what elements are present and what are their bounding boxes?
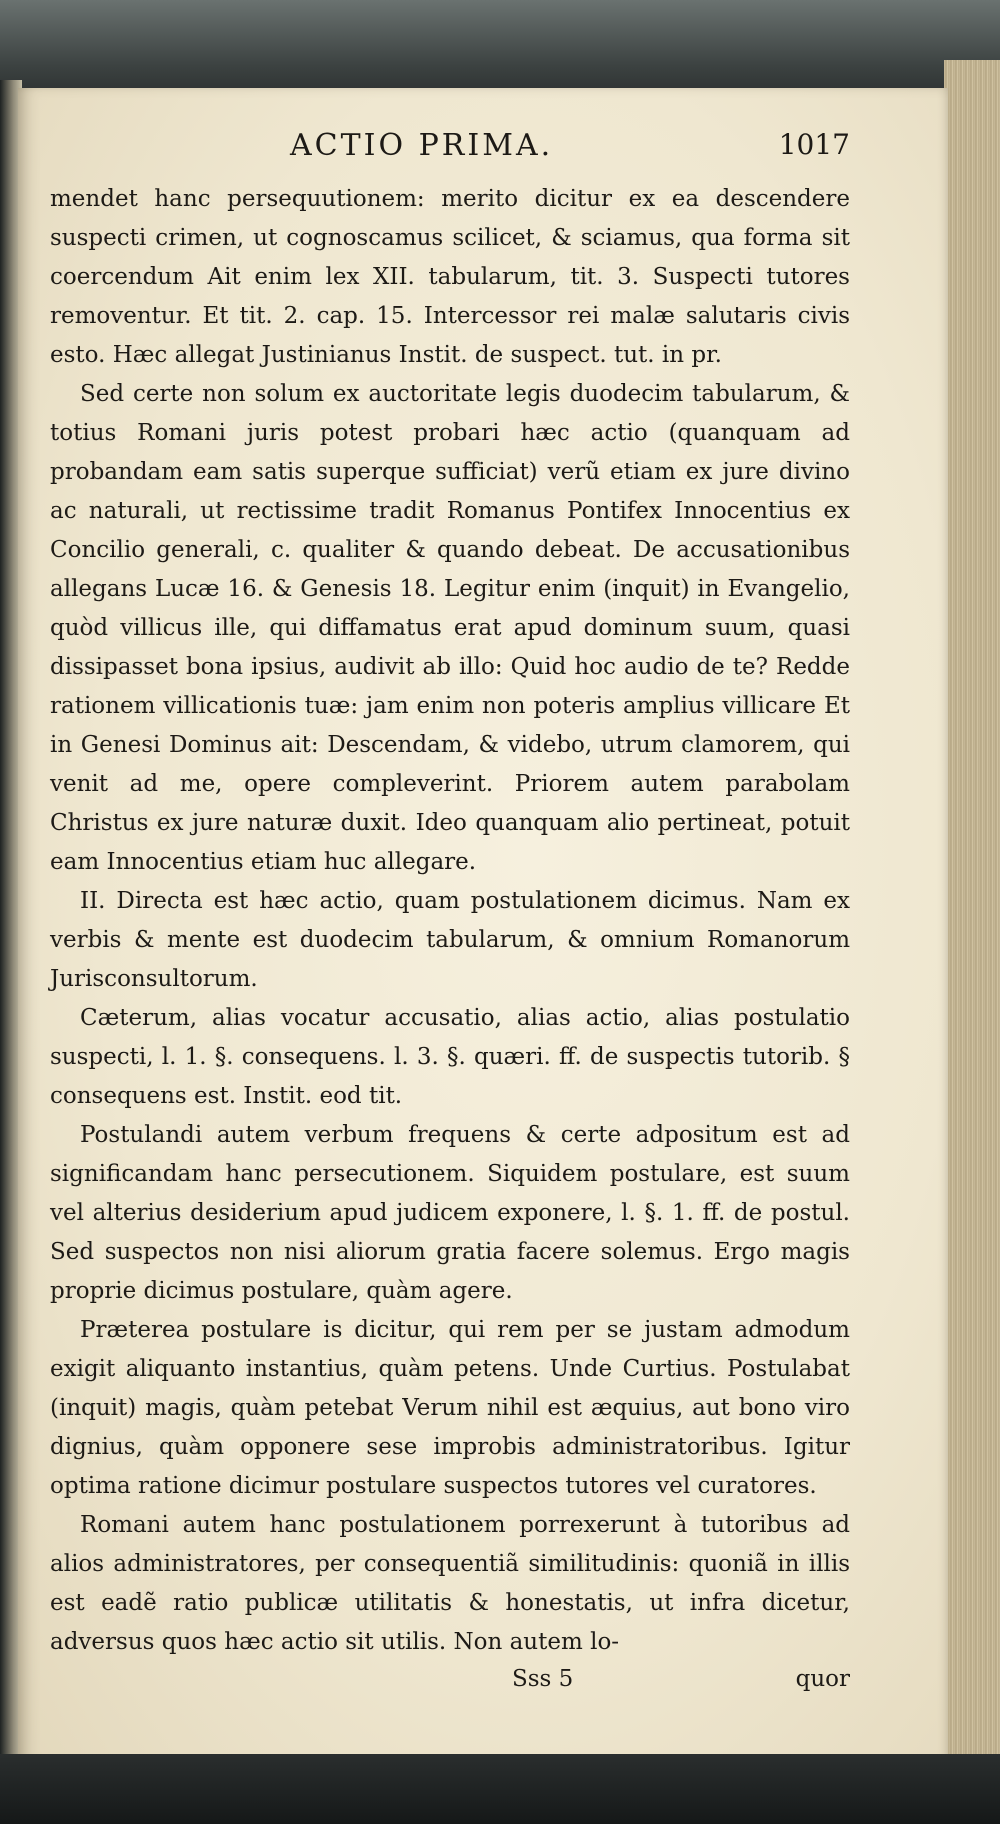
- page-block-edge: [944, 60, 1000, 1780]
- book-page: [18, 88, 948, 1764]
- signature-mark: Sss 5: [512, 1666, 574, 1692]
- paragraph-3: II. Directa est hæc actio, quam postulationem dicimus. Nam ex verbis & mente est duodecim tabularum, & omnium Romanorum Jurisconsultorum.: [50, 888, 850, 992]
- running-head: [50, 128, 850, 180]
- paragraph-4: Cæterum, alias vocatur accusatio, alias actio, alias postulatio suspecti, l. 1. §. consequens. l. 3. §. quæri. ff. de suspectis tutorib. § consequens est. Instit. eod tit.: [50, 1005, 850, 1109]
- paragraph-2: Sed certe non solum ex auctoritate legis duodecim tabularum, & totius Romani juris potest probari hæc actio (quanquam ad probandam eam satis superque sufficiat) verũ etiam ex jure divino ac naturali, ut rectissime tradit Romanus Pontifex Innocentius ex Concilio generali, c. qualiter & quando debeat. De accusationibus allegans Lucæ 16. & Genesis 18. Legitur enim (inquit) in Evangelio, quòd villicus ille, qui diffamatus erat apud dominum suum, quasi dissipasset bona ipsius, audivit ab illo: Quid hoc audio de te? Redde rationem villicationis tuæ: jam enim non poteris amplius villicare Et in Genesi Dominus ait: Descendam, & videbo, utrum clamorem, qui venit ad me, opere compleverint. Priorem autem parabolam Christus ex jure naturæ duxit. Ideo quanquam alio pertineat, potuit eam Innocentius etiam huc allegare.: [50, 381, 850, 875]
- page-footer: [50, 1666, 850, 1706]
- paragraph-6: Præterea postulare is dicitur, qui rem per se justam admodum exigit aliquanto instantius, quàm petens. Unde Curtius. Postulabat (inquit) magis, quàm petebat Verum nihil est æquius, aut bono viro dignius, quàm opponere sese improbis administratoribus. Igitur optima ratione dicimur postulare suspectos tutores vel curatores.: [50, 1317, 850, 1499]
- photo-background-bottom: [0, 1754, 1000, 1824]
- paragraph-5: Postulandi autem verbum frequens & certe adpositum est ad significandam hanc persecutionem. Siquidem postulare, est suum vel alterius desiderium apud judicem exponere, l. §. 1. ff. de postul. Sed suspectos non nisi aliorum gratia facere solemus. Ergo magis proprie dicimus postulare, quàm agere.: [50, 1122, 850, 1304]
- running-title: ACTIO PRIMA.: [290, 128, 554, 163]
- paragraph-7: Romani autem hanc postulationem porrexerunt à tutoribus ad alios administratores, per consequentiã similitudinis: quoniã in illis est eadẽ ratio publicæ utilitatis & honestatis, ut infra dicetur, adversus quos hæc actio sit utilis. Non autem lo-: [50, 1512, 850, 1655]
- page-number: 1017: [778, 128, 850, 161]
- page-text-block: [50, 128, 850, 1706]
- catchword: quor: [795, 1666, 850, 1692]
- body-text: [50, 180, 850, 1662]
- paragraph-1: mendet hanc persequutionem: merito dicitur ex ea descendere suspecti crimen, ut cognoscamus scilicet, & sciamus, qua forma sit coercendum Ait enim lex XII. tabularum, tit. 3. Suspecti tutores removentur. Et tit. 2. cap. 15. Intercessor rei malæ salutaris civis esto. Hæc allegat Justinianus Instit. de suspect. tut. in pr.: [50, 186, 850, 368]
